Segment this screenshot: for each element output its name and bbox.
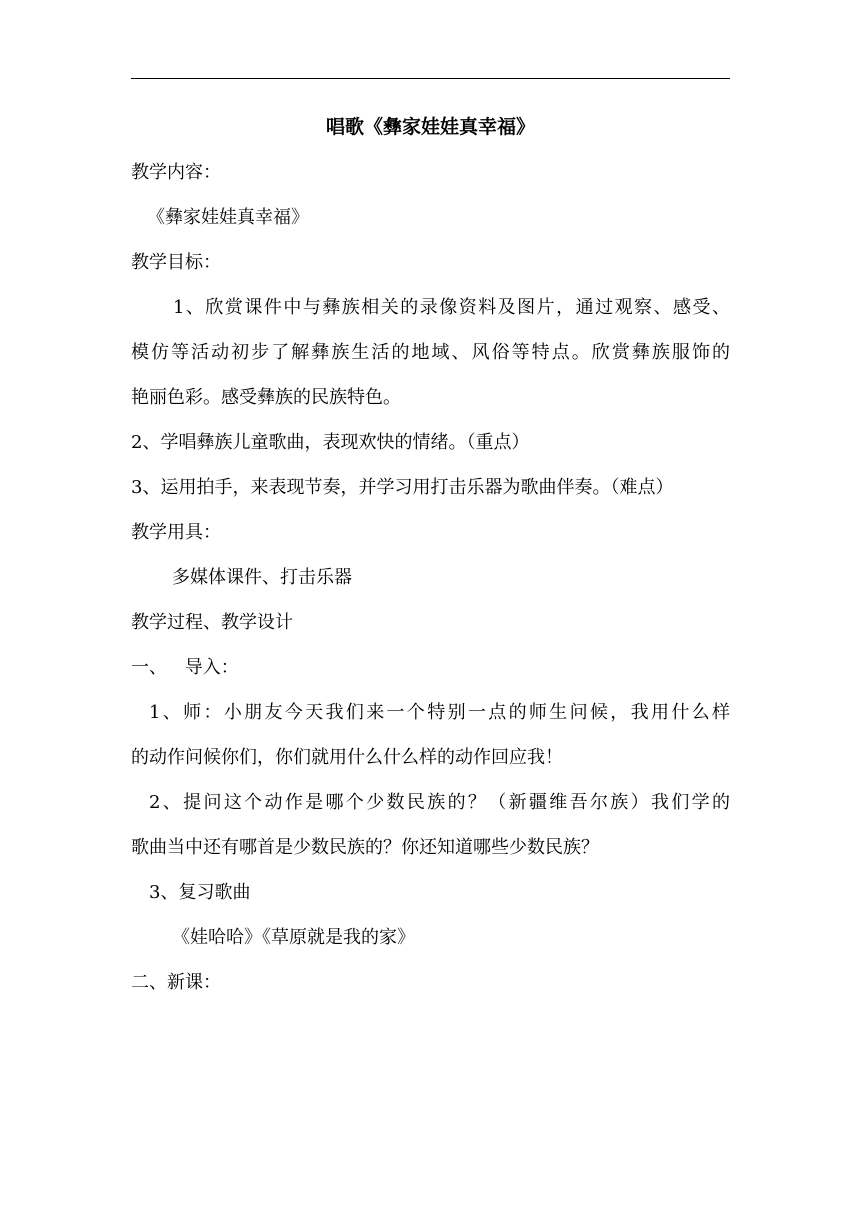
process-line: 2、提问这个动作是哪个少数民族的？（新疆维吾尔族）我们学的 bbox=[149, 792, 730, 813]
subsection-heading-intro: 一、 导入： bbox=[131, 657, 239, 678]
objective-line: 艳丽色彩。感受彝族的民族特色。 bbox=[131, 387, 401, 408]
objective-line: 1、欣赏课件中与彝族相关的录像资料及图片，通过观察、感受、 bbox=[173, 297, 730, 318]
subsection-heading-new-lesson: 二、新课： bbox=[131, 972, 221, 993]
section-heading-objectives: 教学目标： bbox=[131, 252, 221, 273]
section-heading-content: 教学内容： bbox=[131, 162, 221, 183]
objective-line: 2、学唱彝族儿童歌曲，表现欢快的情绪。（重点） bbox=[131, 432, 530, 453]
process-line: 3、复习歌曲 bbox=[149, 882, 251, 903]
objective-line: 模仿等活动初步了解彝族生活的地域、风俗等特点。欣赏彝族服饰的 bbox=[131, 342, 730, 363]
content-line: 《彝家娃娃真幸福》 bbox=[147, 207, 309, 228]
header-rule bbox=[131, 78, 730, 79]
process-line: 《娃哈哈》《草原就是我的家》 bbox=[172, 927, 415, 948]
process-line: 1、师：小朋友今天我们来一个特别一点的师生问候，我用什么样 bbox=[149, 702, 730, 723]
objective-line: 3、运用拍手，来表现节奏，并学习用打击乐器为歌曲伴奏。（难点） bbox=[131, 477, 674, 498]
section-heading-tools: 教学用具： bbox=[131, 522, 221, 543]
process-line: 歌曲当中还有哪首是少数民族的？你还知道哪些少数民族？ bbox=[131, 837, 599, 858]
section-heading-process: 教学过程、教学设计 bbox=[131, 612, 293, 633]
process-line: 的动作问候你们，你们就用什么什么样的动作回应我！ bbox=[131, 747, 563, 768]
document-title: 唱歌《彝家娃娃真幸福》 bbox=[325, 116, 535, 138]
tools-line: 多媒体课件、打击乐器 bbox=[172, 567, 352, 588]
